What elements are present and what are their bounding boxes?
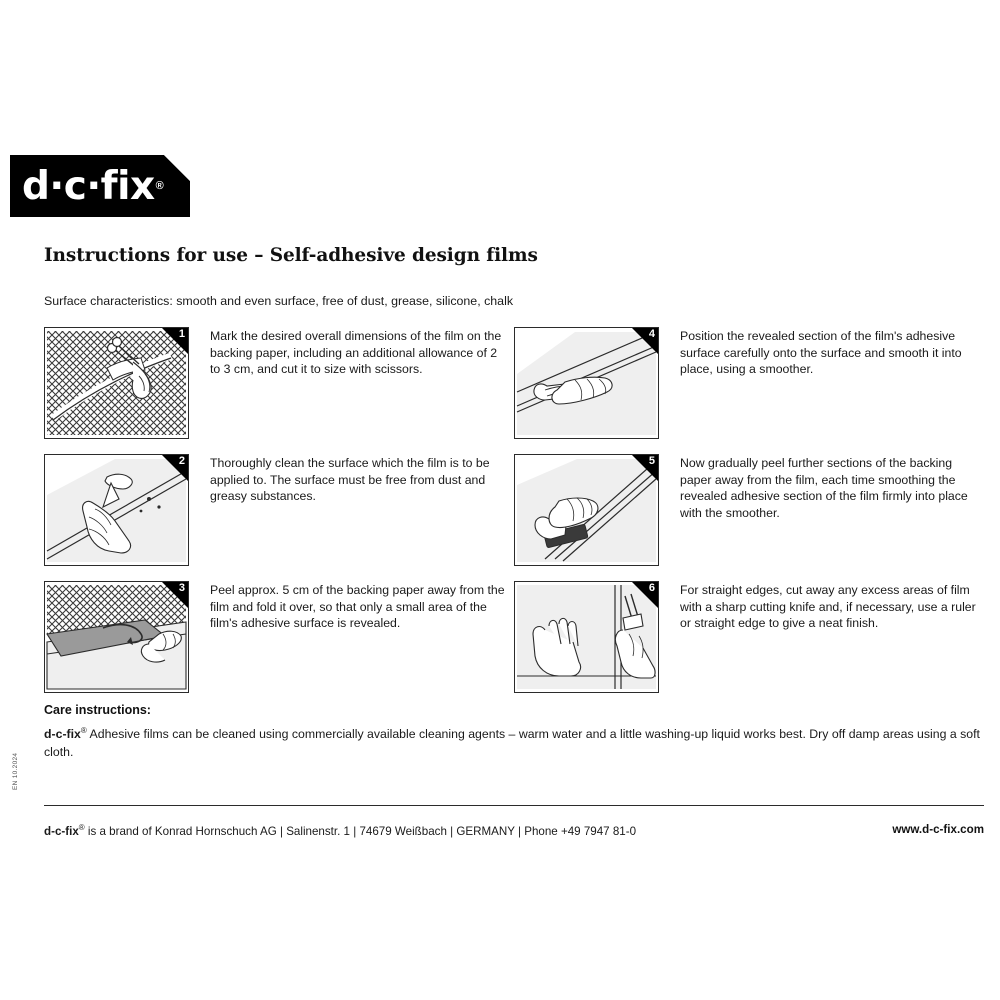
figure-peeling-backing-paper-with-smoother xyxy=(514,454,659,566)
step-item xyxy=(44,454,514,566)
footer-company-line: is a brand of Konrad Hornschuch AG | Salinenstr. 1 | 74679 Weißbach | GERMANY | Phone +49 7947 81-0 xyxy=(84,824,637,838)
step-description: Mark the desired overall dimensions of the film on the backing paper, including an additional allowance of 2 to 3 cm, and cut it to size with scissors. xyxy=(210,329,502,377)
step-number-label: 2 xyxy=(178,455,185,467)
step-row xyxy=(44,581,984,708)
footer-company-info xyxy=(44,823,636,838)
step-row xyxy=(44,454,984,581)
step-item xyxy=(44,327,514,439)
figure-positioning-film-onto-surface xyxy=(514,327,659,439)
footer-website-link[interactable]: www.d-c-fix.com xyxy=(892,823,984,836)
step-number-label: 5 xyxy=(648,455,655,467)
footer-registered-mark: ® xyxy=(78,823,85,832)
care-instructions-title: Care instructions: xyxy=(44,703,151,717)
care-instructions-body xyxy=(44,722,984,761)
step-number-label: 6 xyxy=(648,582,655,594)
care-registered-mark: ® xyxy=(80,726,87,735)
figure-cutting-edges-with-knife xyxy=(514,581,659,693)
document-edition-code: EN 10.2024 xyxy=(12,752,19,790)
steps-grid xyxy=(44,327,984,708)
figure-peeling-5cm-backing-paper xyxy=(44,581,189,693)
logo-black-box xyxy=(10,155,190,217)
step-description: Peel approx. 5 cm of the backing paper away from the film and fold it over, so that only a small area of the film's adhesive surface is revealed. xyxy=(210,583,505,631)
step-item xyxy=(514,581,984,693)
step-number-label: 3 xyxy=(178,582,185,594)
step-description: Now gradually peel further sections of the backing paper away from the film, each time smoothing the revealed adhesive section of the film firmly into place with the smoother. xyxy=(680,456,968,520)
step-description: Thoroughly clean the surface which the film is to be applied to. The surface must be free from dust and greasy substances. xyxy=(210,456,490,504)
step-number-label: 1 xyxy=(178,328,185,340)
care-brand: d-c-fix xyxy=(44,727,81,742)
step-description: Position the revealed section of the film's adhesive surface carefully onto the surface and smooth it into place, using a smoother. xyxy=(680,329,962,377)
logo-fold-corner xyxy=(164,155,190,181)
dc-fix-logo xyxy=(10,155,190,217)
step-row xyxy=(44,327,984,454)
figure-cleaning-the-surface xyxy=(44,454,189,566)
figure-cutting-film-with-scissors xyxy=(44,327,189,439)
surface-characteristics-text: Surface characteristics: smooth and even surface, free of dust, grease, silicone, chalk xyxy=(44,294,514,308)
footer-brand: d-c-fix xyxy=(44,824,79,838)
logo-wordmark: d·c·fix xyxy=(22,163,155,209)
footer-divider xyxy=(44,805,984,806)
step-item xyxy=(514,327,984,439)
step-description: For straight edges, cut away any excess areas of film with a sharp cutting knife and, if necessary, use a ruler or straight edge to give a neat finish. xyxy=(680,583,976,631)
logo-registered-mark: ® xyxy=(155,180,164,192)
step-item xyxy=(514,454,984,566)
page-title: Instructions for use – Self-adhesive design films xyxy=(44,245,538,266)
step-number-label: 4 xyxy=(648,328,655,340)
care-body-text: Adhesive films can be cleaned using commercially available cleaning agents – warm water and a little washing-up liquid works best. Dry off damp areas using a soft cloth. xyxy=(44,727,980,759)
step-item xyxy=(44,581,514,693)
